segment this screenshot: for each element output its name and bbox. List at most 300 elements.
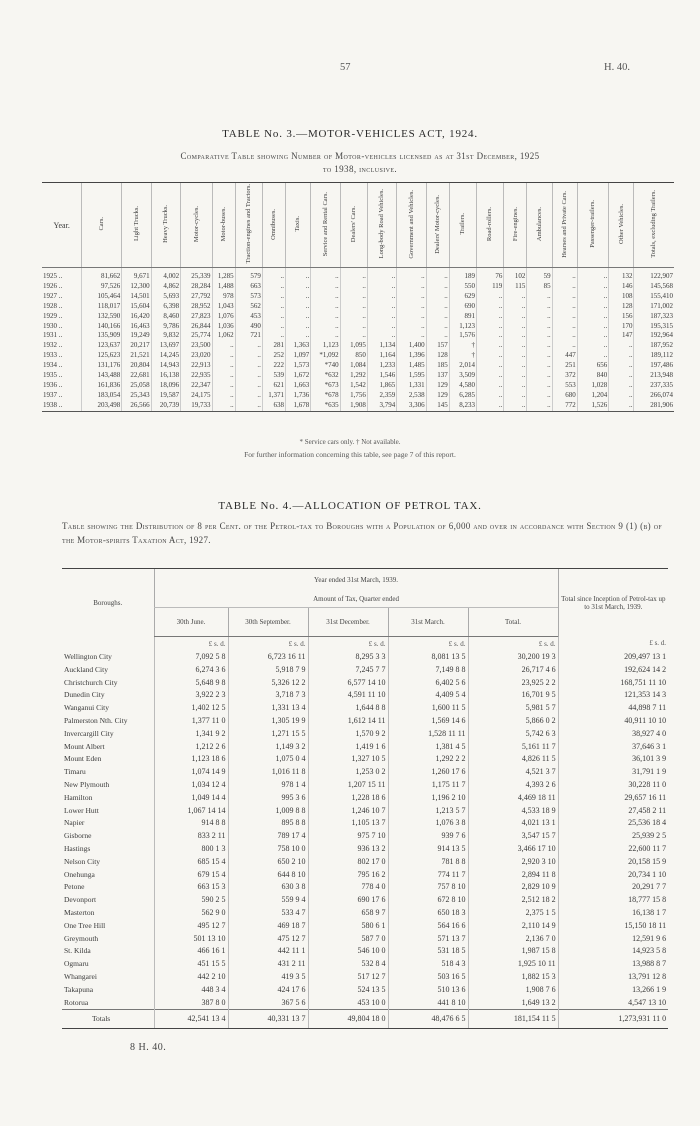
table3-cell: 146: [609, 282, 634, 292]
table3-cell: 850: [340, 351, 367, 361]
table3-cell: 156: [609, 312, 634, 322]
table3-cell: ..: [504, 341, 527, 351]
table4-row: [62, 984, 668, 997]
tax-amount-cell: 4,021 13 1: [468, 817, 558, 830]
table3-column-label: Totals, excluding Trailers.: [650, 190, 658, 258]
tax-amount-cell: 8,081 13 5: [388, 651, 468, 664]
borough-name: Wellington City: [64, 652, 112, 661]
table3-cell: 14,501: [122, 292, 151, 302]
tax-amount-cell: 503 16 5: [388, 971, 468, 984]
page-number: 57: [340, 62, 351, 73]
table3-cell: ..: [504, 371, 527, 381]
table3-cell: 189: [449, 268, 476, 282]
table3-cell: 102: [504, 268, 527, 282]
table3-cell: 170: [609, 322, 634, 332]
tax-amount-cell: 168,751 11 10: [558, 677, 668, 690]
borough-name: Mount Albert: [64, 741, 105, 751]
table3-cell: ..: [504, 401, 527, 411]
table3-cell: ..: [340, 268, 367, 282]
borough-name: Ogmaru: [64, 959, 89, 969]
table3-cell: ..: [426, 268, 449, 282]
tax-amount-cell: 679 15 4: [154, 869, 228, 882]
table3-cell: ..: [311, 331, 340, 341]
table3-cell: *740: [311, 361, 340, 371]
table3-column-label: Long-body Road Vehicles.: [378, 189, 386, 259]
table3-cell: 97,526: [82, 282, 122, 292]
table3-cell: 8,233: [449, 401, 476, 411]
table4-title: TABLE No. 4.—ALLOCATION OF PETROL TAX.: [218, 500, 482, 512]
table3-cell: 20,804: [122, 361, 151, 371]
table3-cell: ..: [577, 341, 608, 351]
table3-cell: 6,398: [151, 302, 180, 312]
table3-cell: 16,463: [122, 322, 151, 332]
tax-amount-cell: 995 3 6: [228, 792, 308, 805]
table3-cell: 26,566: [122, 401, 151, 411]
table3-year-cell: 1927 ..: [43, 291, 63, 300]
table3-column-header: [527, 183, 552, 268]
amount-of-tax-header: Amount of Tax, Quarter ended: [154, 591, 558, 608]
table3-cell: ..: [235, 351, 262, 361]
table3-cell: 187,323: [634, 312, 674, 322]
table3-cell: 27,792: [181, 292, 212, 302]
table3-column-header: [235, 183, 262, 268]
table3-cell: ..: [311, 322, 340, 332]
tax-amount-cell: 800 1 3: [154, 843, 228, 856]
tax-amount-cell: 1,402 12 5: [154, 702, 228, 715]
table3-cell: 772: [552, 401, 577, 411]
tax-amount-cell: 4,393 2 6: [468, 779, 558, 792]
tax-amount-cell: 914 13 5: [388, 843, 468, 856]
table3-cell: ..: [397, 322, 426, 332]
table4-row: [62, 753, 668, 766]
table4-row: [62, 677, 668, 690]
tax-amount-cell: 1,067 14 14: [154, 805, 228, 818]
table3-cell: ..: [527, 312, 552, 322]
table4-row: [62, 715, 668, 728]
table3-cell: 19,733: [181, 401, 212, 411]
table3-year-cell: 1929 ..: [43, 311, 63, 320]
tax-amount-cell: 4,521 3 7: [468, 766, 558, 779]
table3-column-label: Other Vehicles.: [617, 204, 625, 244]
table3-cell: 122,907: [634, 268, 674, 282]
quarter-header: 30th June.: [154, 608, 228, 637]
tax-amount-cell: 518 4 3: [388, 958, 468, 971]
table3-cell: *635: [311, 401, 340, 411]
table3-row: [42, 341, 674, 351]
tax-amount-cell: 5,742 6 3: [468, 728, 558, 741]
table3-cell: ..: [340, 312, 367, 322]
table3-cell: 1,233: [367, 361, 396, 371]
table4-subtitle: Table showing the Distribution of 8 per Cent. of the Petrol-tax to Boroughs with a Population of 6,000 and over in accordance with Section 9 (1) (b) of the Motor-spirits Taxation Act, 1927.: [62, 521, 662, 545]
table3-cell: ..: [212, 401, 235, 411]
tax-amount-cell: 495 12 7: [154, 920, 228, 933]
table3-cell: ..: [477, 322, 504, 332]
table3-cell: 6,285: [449, 391, 476, 401]
borough-name: Devonport: [64, 895, 97, 905]
table3-cell: ..: [311, 302, 340, 312]
table3-subtitle: [60, 150, 660, 176]
tax-amount-cell: 672 8 10: [388, 894, 468, 907]
table3-cell: 129: [426, 391, 449, 401]
table3-cell: 195,315: [634, 322, 674, 332]
table3-cell: ..: [527, 351, 552, 361]
borough-name: Masterton: [64, 907, 95, 917]
tax-amount-cell: 16,701 9 5: [468, 689, 558, 702]
table3-cell: ..: [311, 268, 340, 282]
table3-cell: ..: [527, 302, 552, 312]
table3-cell: 3,306: [397, 401, 426, 411]
table3-cell: 123,637: [82, 341, 122, 351]
table3-cell: ..: [235, 361, 262, 371]
tax-amount-cell: 1,331 13 4: [228, 702, 308, 715]
tax-amount-cell: 789 17 4: [228, 830, 308, 843]
tax-amount-cell: 2,894 11 8: [468, 869, 558, 882]
table3-row: [42, 268, 674, 282]
tax-amount-cell: 453 10 0: [308, 997, 388, 1010]
table3-column-label: Traction-engines and Tractors.: [245, 184, 253, 264]
table3-cell: 132: [609, 268, 634, 282]
page-header: [0, 62, 700, 76]
table3-column-label: Omnibuses.: [270, 208, 278, 240]
tax-amount-cell: 1,649 13 2: [468, 997, 558, 1010]
table3-cell: ..: [577, 331, 608, 341]
table3-row: [42, 282, 674, 292]
table3-cell: 1,573: [286, 361, 311, 371]
table3-cell: †: [449, 351, 476, 361]
table3-cell: 28,284: [181, 282, 212, 292]
table3-column-label: Government and Vehicles.: [407, 189, 415, 259]
table3-cell: 187,952: [634, 341, 674, 351]
table3-cell: 185: [426, 361, 449, 371]
table4-row: [62, 741, 668, 754]
table3-cell: 663: [235, 282, 262, 292]
table3-cell: 21,521: [122, 351, 151, 361]
borough-name: Christchurch City: [64, 677, 118, 687]
table3-cell: 28,952: [181, 302, 212, 312]
table3-column-header: [340, 183, 367, 268]
tax-amount-cell: 2,136 7 0: [468, 933, 558, 946]
table3-cell: 12,300: [122, 282, 151, 292]
table3-column-header: [426, 183, 449, 268]
tax-amount-cell: 5,981 5 7: [468, 702, 558, 715]
table3-column-header: [122, 183, 151, 268]
tax-amount-cell: 367 5 6: [228, 997, 308, 1010]
table4-row: [62, 792, 668, 805]
table3-cell: 23,500: [181, 341, 212, 351]
tax-amount-cell: 1,213 5 7: [388, 805, 468, 818]
table3-cell: ..: [477, 331, 504, 341]
table3-cell: 1,292: [340, 371, 367, 381]
tax-amount-cell: 25,536 18 4: [558, 817, 668, 830]
table3-cell: 213,948: [634, 371, 674, 381]
tax-amount-cell: 1,253 0 2: [308, 766, 388, 779]
table3-cell: ..: [311, 312, 340, 322]
table3-cell: 453: [235, 312, 262, 322]
tax-amount-cell: 3,466 17 10: [468, 843, 558, 856]
table3-cell: 1,076: [212, 312, 235, 322]
table3-cell: 25,339: [181, 268, 212, 282]
table3-cell: ..: [426, 322, 449, 332]
table3-cell: 1,371: [262, 391, 285, 401]
table3-cell: 721: [235, 331, 262, 341]
table3-column-header: [311, 183, 340, 268]
table3-cell: ..: [262, 331, 285, 341]
table3-cell: ..: [504, 322, 527, 332]
tax-amount-cell: 3,922 2 3: [154, 689, 228, 702]
table3-cell: 20,739: [151, 401, 180, 411]
tax-amount-cell: 1,034 12 4: [154, 779, 228, 792]
tax-amount-cell: 18,777 15 8: [558, 894, 668, 907]
table3-cell: *673: [311, 381, 340, 391]
table3-row: [42, 391, 674, 401]
table3-cell: ..: [340, 322, 367, 332]
tax-amount-cell: 4,469 18 11: [468, 792, 558, 805]
table3-cell: 840: [577, 371, 608, 381]
table3-cell: 690: [449, 302, 476, 312]
table3-cell: 128: [609, 302, 634, 312]
tax-amount-cell: 29,657 16 11: [558, 792, 668, 805]
table3-cell: 5,693: [151, 292, 180, 302]
table3-cell: ..: [340, 292, 367, 302]
table3-cell: ..: [477, 341, 504, 351]
tax-amount-cell: 209,497 13 1: [558, 651, 668, 664]
tax-amount-cell: 1,908 7 6: [468, 984, 558, 997]
borough-name: Nelson City: [64, 856, 101, 866]
table3-cell: ..: [504, 331, 527, 341]
tax-amount-cell: 15,150 18 11: [558, 920, 668, 933]
table3-cell: ..: [367, 312, 396, 322]
borough-name: Gisborne: [64, 831, 92, 841]
tax-amount-cell: 38,927 4 0: [558, 728, 668, 741]
tax-amount-cell: 939 7 6: [388, 830, 468, 843]
table3-cell: ..: [367, 331, 396, 341]
borough-name: Mount Eden: [64, 754, 102, 764]
table3-cell: ..: [426, 302, 449, 312]
table3-cell: ..: [577, 322, 608, 332]
table4-row: [62, 997, 668, 1010]
tax-amount-cell: 1,419 1 6: [308, 741, 388, 754]
currency-unit: £ s. d.: [388, 637, 468, 652]
totals-cell: 42,541 13 4: [154, 1010, 228, 1029]
table3-cell: ..: [426, 331, 449, 341]
table3-cell: ..: [262, 282, 285, 292]
table3-row: [42, 401, 674, 411]
tax-amount-cell: 442 11 1: [228, 945, 308, 958]
table3-cell: 1,488: [212, 282, 235, 292]
tax-amount-cell: 1,009 8 8: [228, 805, 308, 818]
table3-cell: 1,756: [340, 391, 367, 401]
tax-amount-cell: 3,547 15 7: [468, 830, 558, 843]
tax-amount-cell: 1,569 14 6: [388, 715, 468, 728]
table3-cell: ..: [367, 292, 396, 302]
tax-amount-cell: 1,305 19 9: [228, 715, 308, 728]
table3-cell: 81,662: [82, 268, 122, 282]
tax-amount-cell: 8,295 3 3: [308, 651, 388, 664]
table3-cell: 147: [609, 331, 634, 341]
tax-amount-cell: 559 9 4: [228, 894, 308, 907]
table4-row: [62, 702, 668, 715]
tax-amount-cell: 2,110 14 9: [468, 920, 558, 933]
table3-cell: 1,576: [449, 331, 476, 341]
table3-cell: 372: [552, 371, 577, 381]
tax-amount-cell: 121,353 14 3: [558, 689, 668, 702]
currency-unit: £ s. d.: [308, 637, 388, 652]
tax-amount-cell: 20,158 15 9: [558, 856, 668, 869]
table3-column-header: [397, 183, 426, 268]
table3-cell: 1,043: [212, 302, 235, 312]
currency-unit: £ s. d.: [468, 637, 558, 652]
table3-cell: 656: [577, 361, 608, 371]
table3-column-label: Motor-buses.: [219, 206, 227, 242]
table3-year-cell: 1937 ..: [43, 390, 63, 399]
tax-amount-cell: 419 3 5: [228, 971, 308, 984]
borough-name: Dunedin City: [64, 690, 105, 700]
table3-year-cell: 1926 ..: [43, 281, 63, 290]
table4-row: [62, 945, 668, 958]
tax-amount-cell: 802 17 0: [308, 856, 388, 869]
table3-cell: 137: [426, 371, 449, 381]
table3-cell: ..: [504, 361, 527, 371]
table3-cell: 22,913: [181, 361, 212, 371]
tax-amount-cell: 442 2 10: [154, 971, 228, 984]
tax-amount-cell: 685 15 4: [154, 856, 228, 869]
table3-cell: 1,595: [397, 371, 426, 381]
table3-cell: ..: [504, 312, 527, 322]
borough-name: Wanganui City: [64, 703, 110, 713]
table3-footnote: * Service cars only. † Not available.: [299, 438, 401, 446]
table3-cell: ..: [552, 282, 577, 292]
table3-cell: 1,134: [367, 341, 396, 351]
table3-cell: 118,017: [82, 302, 122, 312]
table3-cell: 203,498: [82, 401, 122, 411]
borough-name: Onehunga: [64, 869, 95, 879]
table3-cell: 281,906: [634, 401, 674, 411]
tax-amount-cell: 20,734 1 10: [558, 869, 668, 882]
tax-amount-cell: 7,092 5 8: [154, 651, 228, 664]
table3-cell: ..: [212, 351, 235, 361]
table3-cell: 251: [552, 361, 577, 371]
borough-name: Timaru: [64, 767, 86, 777]
table3-cell: 125,623: [82, 351, 122, 361]
tax-amount-cell: 5,918 7 9: [228, 664, 308, 677]
tax-amount-cell: 1,074 14 9: [154, 766, 228, 779]
totals-cell: 48,476 6 5: [388, 1010, 468, 1029]
tax-amount-cell: 774 11 7: [388, 869, 468, 882]
table3-cell: ..: [527, 371, 552, 381]
table3-cell: 9,786: [151, 322, 180, 332]
table3-cell: 14,943: [151, 361, 180, 371]
borough-name: Invercargill City: [64, 728, 114, 738]
table3-cell: ..: [235, 381, 262, 391]
table3-cell: ..: [367, 282, 396, 292]
table3-cell: 135,909: [82, 331, 122, 341]
table3-cell: ..: [552, 331, 577, 341]
borough-name: Auckland City: [64, 664, 108, 674]
table4-row: [62, 817, 668, 830]
table3-cell: 1,285: [212, 268, 235, 282]
tax-amount-cell: 3,718 7 3: [228, 689, 308, 702]
tax-amount-cell: 533 4 7: [228, 907, 308, 920]
table3-cell: ..: [577, 312, 608, 322]
table3-column-header: Year.: [42, 183, 82, 268]
table3-cell: 579: [235, 268, 262, 282]
tax-amount-cell: 658 9 7: [308, 907, 388, 920]
table3-row: [42, 371, 674, 381]
table3-cell: ..: [367, 302, 396, 312]
table3-cell: ..: [477, 391, 504, 401]
tax-amount-cell: 1,075 0 4: [228, 753, 308, 766]
tax-amount-cell: 424 17 6: [228, 984, 308, 997]
table3-cell: ..: [527, 341, 552, 351]
table3-column-label: Dealers' Motor-cycles.: [433, 194, 441, 254]
borough-name: Petone: [64, 882, 85, 892]
tax-amount-cell: 650 2 10: [228, 856, 308, 869]
table3-cell: ..: [235, 401, 262, 411]
total-since-header: Total since Inception of Petrol-tax up to 31st March, 1939.: [558, 569, 668, 637]
tax-amount-cell: 1,292 2 2: [388, 753, 468, 766]
table3-cell: 192,964: [634, 331, 674, 341]
table3-header-row: [42, 183, 674, 268]
tax-amount-cell: 571 13 7: [388, 933, 468, 946]
tax-amount-cell: 663 15 3: [154, 881, 228, 894]
tax-amount-cell: 4,591 11 10: [308, 689, 388, 702]
table3-column-header: [286, 183, 311, 268]
tax-amount-cell: 44,898 7 11: [558, 702, 668, 715]
table3-cell: ..: [609, 341, 634, 351]
table3-cell: ..: [212, 371, 235, 381]
tax-amount-cell: 587 7 0: [308, 933, 388, 946]
table4-row: [62, 830, 668, 843]
borough-name: Napier: [64, 818, 85, 828]
table3-cell: 85: [527, 282, 552, 292]
tax-amount-cell: 431 2 11: [228, 958, 308, 971]
table3-cell: ..: [367, 322, 396, 332]
table3-cell: ..: [286, 331, 311, 341]
tax-amount-cell: 501 13 10: [154, 933, 228, 946]
table3-cell: 573: [235, 292, 262, 302]
table3-cell: ..: [286, 312, 311, 322]
table3-cell: ..: [286, 302, 311, 312]
table3-cell: 1,097: [286, 351, 311, 361]
table3-cell: ..: [577, 268, 608, 282]
table3-column-label: Trailers.: [459, 213, 467, 235]
table3-cell: 25,058: [122, 381, 151, 391]
tax-amount-cell: 31,791 1 9: [558, 766, 668, 779]
quarter-header: 31st March.: [388, 608, 468, 637]
table3-cell: ..: [311, 282, 340, 292]
table3-cell: 3,794: [367, 401, 396, 411]
table3-cell: ..: [397, 331, 426, 341]
tax-amount-cell: 448 3 4: [154, 984, 228, 997]
table3-column-label: Ambulances.: [535, 206, 543, 242]
table3-cell: 3,509: [449, 371, 476, 381]
table3-cell: 18,096: [151, 381, 180, 391]
table3-cell: *632: [311, 371, 340, 381]
currency-unit: £ s. d.: [558, 637, 668, 652]
tax-amount-cell: 1,341 9 2: [154, 728, 228, 741]
totals-cell: 1,273,931 11 0: [558, 1010, 668, 1029]
table4-row: [62, 728, 668, 741]
table4-row: [62, 766, 668, 779]
table3-cell: ..: [397, 282, 426, 292]
table4-row: [62, 856, 668, 869]
tax-amount-cell: 13,791 12 8: [558, 971, 668, 984]
table3-cell: 20,217: [122, 341, 151, 351]
table3-cell: 171,002: [634, 302, 674, 312]
tax-amount-cell: 16,138 1 7: [558, 907, 668, 920]
table3-column-label: Service and Rental Cars.: [321, 191, 329, 257]
tax-amount-cell: 6,274 3 6: [154, 664, 228, 677]
